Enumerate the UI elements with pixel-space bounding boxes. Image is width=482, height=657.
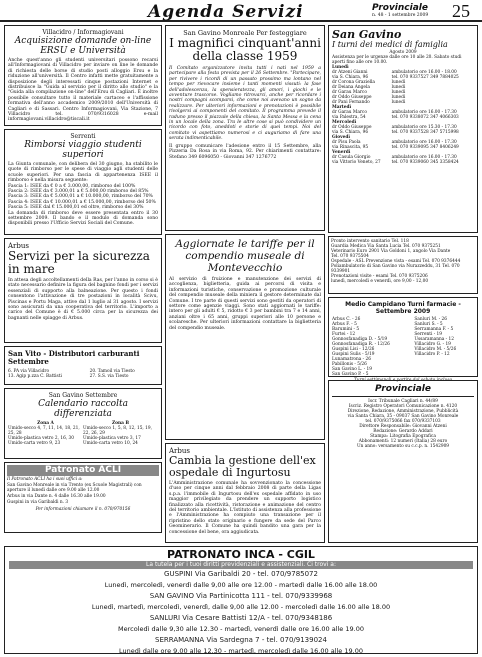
article-title: Aggiornate le tariffe per il compendio museale di Montevecchio <box>175 238 315 274</box>
acli-office: Guspini in via Garibaldi n. 3 <box>7 500 69 505</box>
emergenza-line: Pronto intervento sanitario Tel. 118 <box>331 239 409 244</box>
medici-table <box>332 65 474 165</box>
inca-title: PATRONATO INCA - CGIL <box>167 548 315 561</box>
medico-name: dr Pisu Paola <box>332 140 361 145</box>
medici-title: San Gavino <box>332 28 402 41</box>
article-title: Rimborsi viaggio studenti superiori <box>24 140 142 160</box>
medico-info: ambulatorio ore 16.00 - 17.30 <box>391 110 457 115</box>
article-body: La Giunta comunale, con delibera del 30 giugno, ha stabilito le quote di rimborso per le spese di viaggio agli studenti delle scuole superiori. Per una fascia di appartenenza ISEE il rimborso è nella misura seguente: <box>8 162 158 184</box>
page-header <box>0 0 482 22</box>
farmacia-entry: Villacidro G. - 19 <box>414 342 451 347</box>
inca-office: SERRAMANNA Via Sardegna 7 - tel. 070/9139024 <box>155 636 327 644</box>
raccolta-title: Calendario raccolta differenziata <box>38 399 128 419</box>
medico-name: dr Atzeni Gianni <box>332 70 368 75</box>
distributore-entry: 13. Agip p.zza C. Battisti <box>8 374 62 379</box>
raccolta-cell: Umido-secco 1, 5, 8, 12, 15, 19, 22, 26, 29 <box>83 426 153 436</box>
medico-info: tel. 070 9339060 345 3358424 <box>391 160 459 165</box>
inca-box <box>4 546 478 654</box>
inca-rows <box>9 569 473 657</box>
distributore-entry: 6. PA via Villacidro <box>8 369 50 374</box>
emergenza-line: Ospedale - ASL Prevenzione vista - esami Tel. 070 9376444 <box>331 259 461 264</box>
farmacia-entry: Serramanna F. - 5 <box>414 327 454 332</box>
farmacia-entry: San Gavino L. - 19 <box>332 367 373 372</box>
raccolta-cell: Umido-carta vetro 9, 23 <box>8 441 61 446</box>
farmacia-entry: Furtei - 12 <box>332 332 356 337</box>
farmacia-entry: Villacidro P. - 12 <box>414 352 450 357</box>
emergenze-box <box>328 236 478 294</box>
rimborso-row: Fascia 4: ISEE da € 10.000,01 a € 15.000,00, rimborso del 50% <box>8 199 156 205</box>
article-title: Acquisizione domande on-line ERSU e Università <box>14 36 152 56</box>
rimborso-row: Fascia 2: ISEE da € 3.000,01 a € 5.000,00 rimborso del 85% <box>8 189 149 195</box>
page-title: Agenda Servizi <box>148 2 304 22</box>
medico-name: via Rinascita, 95 <box>332 145 369 150</box>
zona-a-header: Zona A <box>37 421 54 426</box>
farmacia-entry: Guspini Sulis - 5/19 <box>332 352 375 357</box>
colophon-line: Redazione: Gerardo Addari <box>373 429 433 434</box>
emergenza-line: lunedì, mercoledì e venerdì, ore 9,00 - 12,00 <box>331 279 429 284</box>
raccolta-table <box>8 421 158 446</box>
farmacie-box <box>328 297 478 383</box>
tariffe-article <box>165 234 325 440</box>
medici-row <box>332 130 474 135</box>
colophon-line: Direzione, Redazione, Amministrazione, Pubblicità <box>347 409 459 414</box>
inca-office: SAN GAVINO Via Partinicotta 111 - tel. 070/9339968 <box>149 592 333 600</box>
article-body: Il Comitato organizzatore invita tutti i nati nel 1959 a partecipare alla festa prevista per il 26 Settembre. "Partecipare, per rivivere i ricordi di un passato prossimo ma lontano nel tempo per rievocare insieme i tanti momenti vissuti: la fase dell'adolescenza, la spensieratezza, gli amori, i giochi e le avventure trascorse. Vogliamo ritrovarci, anche per ricordare i nostri compagni scomparsi, che come noi avevano un sogno da realizzare. Per ulteriori informazioni e prenotazioni è possibile rivolgersi ai componenti del comitato. Il programma prevede il raduno presso il piazzale della chiesa, la Santa Messa e la cena in un locale della zona. Tra le altre cose si può condividere un ricordo con foto, aneddoti e storie di quei tempi. Noi del comitato vi aspettiamo numerosi e ci auguriamo di fare una serata indimenticabile. <box>169 66 321 142</box>
colophon-line: tel. 070/9375066 fax 070/9337103 <box>365 419 441 424</box>
farmacie-title: Medio Campidano Turni farmacie - Settembre 2009 <box>345 301 461 315</box>
medico-name: via Palestra, 54 <box>332 115 366 120</box>
article-kicker: Villacidro / Informagiovani <box>42 29 124 36</box>
medico-info: tel. 070 9337527 349 7884025 <box>391 75 459 80</box>
article-kicker: Serrenti <box>70 133 96 140</box>
article-kicker: Arbus <box>8 242 29 250</box>
arbus-article <box>4 238 162 343</box>
article-title: I magnifici cinquant'anni della classe 1959 <box>169 36 321 63</box>
colophon-lines <box>332 399 474 449</box>
festeggiare-article <box>165 25 325 231</box>
medico-info: lunedì <box>391 95 406 100</box>
emergenza-line: Tel. 070 9375504 <box>331 254 369 259</box>
article-body: Al servizio di fruizione e manutenzione dei servizi di accoglienza, biglietteria, guida ai percorsi di visita e informazioni turistiche, conservazione e promozione culturale del compendio museale della miniera il gestore determinate dal Comune. I tre parte di questi servizi sono gestiti da operatori di settore come agenzie viaggi. Sono stati aggiornati le tariffe: intero per gli adulti € 5, ridotto € 3 per bambini tra 7 e 14 anni, anziani oltre i 65 anni, gruppi superiori alle 10 persone e scolaresche. Per ulteriori informazioni contattare la biglietteria del compendio museale. <box>169 277 321 331</box>
colophon-line: Stampa: Litografia Epografica <box>370 434 436 439</box>
rimborso-row: Fascia 5: ISEE dal € 15.000,01 ed oltre, rimborso del 30% <box>8 205 144 211</box>
colophon-line: Iscr. Tribunale Cagliari n. 44/89 <box>368 399 438 404</box>
farmacia-entry: San Gavino P. - 5 <box>332 372 369 377</box>
medici-date: Agosto 2009 <box>389 50 417 55</box>
emergenza-line: Guardia Medica Via Santa Lucia Tel. 070 9375251 <box>331 244 441 249</box>
farmacia-entry: Serrenti - 19 <box>414 332 443 337</box>
raccolta-cell: Umido-plastica vetro 2, 16, 30 <box>8 436 75 441</box>
masthead-logo: Provinciale <box>372 3 428 13</box>
medico-name: Lunedì <box>332 65 349 70</box>
medico-name: Giovedì <box>332 135 351 140</box>
medico-name: dr Garau Marco <box>332 110 367 115</box>
article-body: L'Amministrazione comunale ha sovvenzionato la concessione d'uso per cinque anni dal febbraio 2008 di parte della Ligas s.p.a. l'immobile di Ingurtosu dell'ex ospedale affidato in uso maggior privilegiato da prendere un supporto logistico finalizzato alla ricettività, ristorazione e animazione del centro del territorio ambientale. L'Istituto di assistenza alla professione e l'Amministrazione ha compiuto una transazione per il ripristino dello stato originario e fungere da sede del Parco Geominerario. Il Comune ha quindi bandito una gara per la concessione del bene, ora aggiudicata. <box>169 481 321 535</box>
emergenza-line: Prenotazioni visite - esami Tel. 070 9375206 <box>331 274 428 279</box>
distributore-entry: 27. S.S. via Tiesto <box>89 374 129 379</box>
zona-b-header: Zona B <box>111 421 130 426</box>
medico-info: ambulatorio ore 16.00 - 18.00 <box>391 70 457 75</box>
medico-name: Venerdì <box>332 150 351 155</box>
medici-note: Assistenza per le urgenze dalle ore 10 alle 20. Sabato studi aperti fino alle ore 10.00. <box>332 55 462 65</box>
medici-sub: I turni dei medici di famiglia <box>332 40 448 49</box>
medico-name: via S. Chiara, 96 <box>332 130 369 135</box>
medico-info: tel. 070 9338072 347 4066303 <box>391 115 459 120</box>
medico-name: dr Deiana Angela <box>332 85 370 90</box>
medico-info: lunedì <box>391 85 406 90</box>
farmacia-entry: Gonnosfanadiga D. - 5/19 <box>332 337 388 342</box>
page-number: 25 <box>452 1 470 21</box>
article-footer: La domanda di rimborso deve essere presentata entro il 30 settembre 2009. Il bando e il modulo di domanda sono disponibili presso l'Ufficio Servizi Sociali del Comune. <box>8 210 158 227</box>
inca-hours: Lunedì, mercoledì, venerdì dalle 9,00 alle ore 12.00 - martedì dalle 16.00 alle 18.00 <box>104 581 378 589</box>
rimborso-row: Fascia 3: ISEE da € 5.000,01 a € 10.000,00, rimborso del 70% <box>8 194 153 200</box>
colophon-box <box>328 380 478 543</box>
acli-title: Patronato ACLI <box>7 465 159 476</box>
distributori-title: San Vito - Distributori carburanti Settembre <box>8 349 140 366</box>
inca-hours: Lunedì, martedì, mercoledì, venerdì, dalle 9,00 alle 12.00 - mercoledì dalle 16.00 alle 18.00 <box>91 603 391 611</box>
medico-name: dr Casula Giorgio <box>332 155 371 160</box>
distributori-table <box>8 369 158 379</box>
farmacia-entry: Sanluri M. - 26 <box>414 317 447 322</box>
acli-office: San Gavino Monreale in via Trento (ex Scuole Magistrali) con aperture il lunedì dalle ore 9.00 alle 12.00 <box>7 483 142 493</box>
emergenza-line: Poliambulatorio di San Gavino via Nurazzeddu, 31 Tel. 070 9339901 <box>331 264 460 274</box>
medico-name: dr Oddo Giuseppe <box>332 95 372 100</box>
colophon-line: Iscriz. Registro Operatori Comunicazione n. 4120 <box>348 404 458 409</box>
serrenti-article <box>4 129 162 235</box>
article-title: Servizi per la sicurezza in mare <box>8 249 150 276</box>
inca-office: SANLURI Via Cesare Battisti 12/A - tel. 070/9348186 <box>149 614 333 622</box>
raccolta-cell: Umido-plastica vetro 3, 17 <box>83 436 141 441</box>
medici-row <box>332 160 474 165</box>
medico-info: lunedì <box>391 90 406 95</box>
acli-box <box>4 462 162 533</box>
medici-row <box>332 145 474 150</box>
colophon-line: Un anno: versamento su c.c.p. n. 1542909 <box>356 444 450 449</box>
farmacia-entry: Arbus C. - 26 <box>332 317 361 322</box>
farmacia-entry: Gonnosfanadiga R. - 12/26 <box>332 342 390 347</box>
farmacia-entry: Sanluri S. - 5 <box>414 322 443 327</box>
cambia-article <box>165 443 325 543</box>
inca-sub: La tutela per i tuoi diritti previdenziali e assistenziali. Ci trovi a: <box>9 561 473 569</box>
raccolta-kicker: San Gavino Settembre <box>48 392 118 399</box>
raccolta-cell: Umido-carta vetro 10, 24 <box>83 441 138 446</box>
medici-box <box>328 25 478 233</box>
rimborso-row: Fascia 1: ISEE da € 0 a € 3.000,00, rimborso del 100% <box>8 183 136 189</box>
farmacia-entry: Arbus F. - 5 <box>332 322 357 327</box>
medico-info: tel. 070 9337528 347 5715998 <box>391 130 459 135</box>
emergenza-line: Veterinario Euro 2901 Via Goldoni 1, angolo Via Dante <box>331 249 451 254</box>
acli-office: Arbus in via Dante n. 4 dalle 16.30 alle 19.00 <box>7 494 106 499</box>
divider <box>332 396 474 397</box>
medico-info: lunedì <box>391 80 406 85</box>
colophon-line: Direttore Responsabile: Giovanni Atzeni <box>359 424 447 429</box>
villacidro-article <box>4 25 162 126</box>
article-body: Anche quest'anno gli studenti universitari possono recarsi all'Informagiovani di Villacidro per inviare on line le domande di richiesta delle borse di studio posti alloggio Ersu e la riduzione all'università. Il Centro infatti mette gratuitamente a disposizione degli interessati cinque postazioni Internet e distribuisce la "Guida al servizio per il diritto allo studio" e la "Guida alla compilazione on-line" dell'Ersu di Cagliari. È inoltre possibile consultare tutto il materiale cartaceo e l'affissione formativa dell'anno accademico 2009/2010 dell'Università di Cagliari e di Sassari. Centro Informagiovani, Via Stazione, 7 Villacidro tel. 070/9316028 e-mail informagiovani.villacidro@tiscali.it <box>8 58 158 123</box>
raccolta-box <box>4 388 162 459</box>
medico-name: via Vittorio Veneto, 27 <box>332 160 381 165</box>
inca-hours: Lunedì dalle ore 9.00 alle 12.30 - martedì, mercoledì dalle 16.00 alle 19.00 <box>119 647 363 655</box>
issue-info: n. 48 - 1 settembre 2009 <box>372 13 429 18</box>
farmacia-entry: Guspini Lisi - 12/26 <box>332 347 375 352</box>
inca-hours: Mercoledì dalle 9,30 alle 12.30 - martedì, venerdì dalle ore 16.00 alle 19.00 <box>118 625 364 633</box>
farmacie-note: Turni settimanali e partite dal sabato incluso <box>353 378 453 383</box>
medico-info: ambulatorio ore 16.00 - 17.30 <box>391 140 457 145</box>
farmacia-entry: Villacidro M. - 5/26 <box>414 347 457 352</box>
medico-name: dr Pani Fernando <box>332 100 370 105</box>
article-contact: Il gruppo comunicare l'adesione entro il 15 Settembre, alla Pizzeria Da Rosa in via Roma, 92. Per chiarimenti contattare: Stefano 349 6096050 - Giovanni 347 1276772 <box>169 143 321 160</box>
medico-name: dr Garau Marco <box>332 90 367 95</box>
farmacia-entry: Ussaramanna - 12 <box>414 337 454 342</box>
article-kicker: San Gavino Monreale Per festeggiare <box>183 29 307 37</box>
farmacie-table <box>332 317 474 377</box>
article-kicker: Arbus <box>169 447 190 455</box>
farmacia-entry: Lunamatrona - 26 <box>332 357 371 362</box>
inca-office: GUSPINI Via Garibaldi 20 - tel. 070/9785072 <box>164 570 318 578</box>
medico-name: Martedì <box>332 105 352 110</box>
farmacie-row <box>332 372 474 377</box>
colophon-logo: Provinciale <box>375 384 431 394</box>
colophon-line: via Santa Chiara, 35 - 09037 San Gavino Monreale <box>347 414 459 419</box>
acli-info: Per informazioni chiamare il n. 070/970156 <box>35 507 131 512</box>
medico-name: Mercoledì <box>332 120 357 125</box>
farmacia-entry <box>414 372 474 377</box>
medico-info: lunedì <box>391 100 406 105</box>
distributore-entry: 20. Tamoil via Tiesto <box>89 369 135 374</box>
article-body: In attesa degli accoltellamenti della Ras, per l'anno in corso si è stato necessario definire la figura del bagnino fondi per i servizi essenziali di supporto alla balneazione. Per questo i fondi consentono l'attivazione di tre postazioni in località Scivu, Piscinas e Portu Maga, attive dal 1 luglio al 31 agosto. I servizi sono assicurati da una cooperativa del territorio. L'importo a carico del Comune è di € 5.000 circa per la sicurezza dei bagnanti nelle spiagge di Arbus. <box>8 278 158 321</box>
raccolta-cell: Umido-secco 4, 7, 11, 14, 18, 21, 25, 28 <box>8 426 80 436</box>
medico-name: via S. Chiara, 96 <box>332 75 369 80</box>
article-title: Cambia la gestione dell'ex ospedale di Ingurtosu <box>169 454 316 479</box>
medico-info: ambulatorio ore 15.30 - 17.30 <box>391 125 457 130</box>
acli-sub: Il Patronato ACLI ha i suoi uffici a: <box>7 477 83 482</box>
distributori-box <box>4 346 162 385</box>
medico-info: tel. 070 9339095 347 8406249 <box>391 145 459 150</box>
colophon-line: Abbonamenti: 12 numeri (Italia) 28 euro <box>358 439 448 444</box>
farmacia-entry: Barumini - 5 <box>332 327 360 332</box>
medico-name: dr Corona Graziella <box>332 80 375 85</box>
farmacia-entry: Pabillonis - 5/26 <box>332 362 367 367</box>
medico-name: dr Oddo Giuseppe <box>332 125 372 130</box>
medico-info: ambulatorio ore 16.00 - 17.30 <box>391 155 457 160</box>
